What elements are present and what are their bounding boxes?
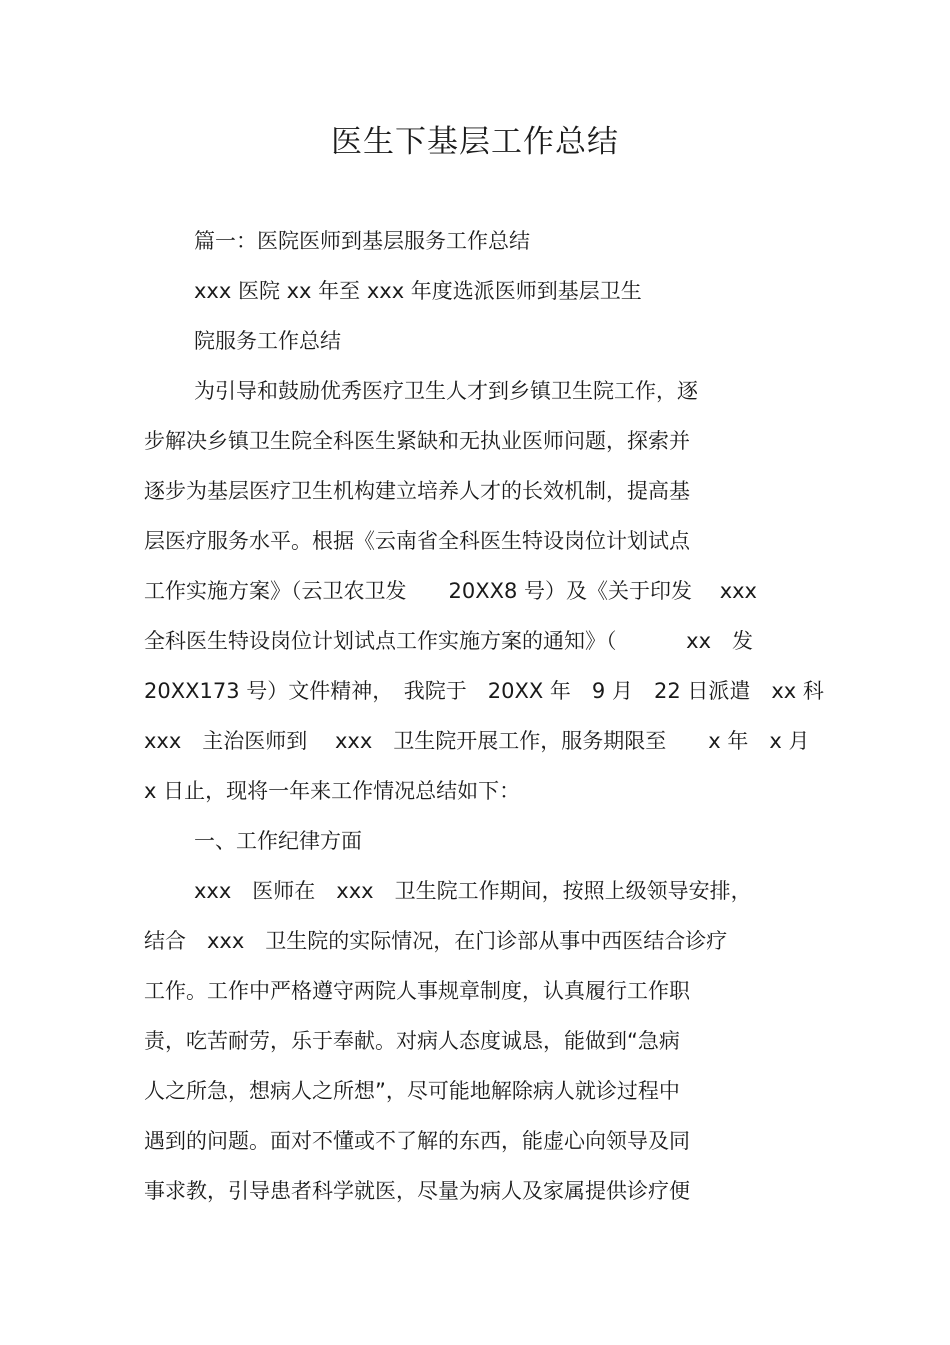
text-line: 院服务工作总结 [194, 329, 341, 353]
text-line: 层医疗服务水平。根据《云南省全科医生特设岗位计划试点 [144, 529, 690, 553]
section-heading: 篇一：医院医师到基层服务工作总结 [194, 229, 530, 253]
text-line: 逐步为基层医疗卫生机构建立培养人才的长效机制，提高基 [144, 479, 690, 503]
text-line: xxx 医师在 xxx 卫生院工作期间，按照上级领导安排， [194, 879, 752, 903]
text-line: 事求教，引导患者科学就医，尽量为病人及家属提供诊疗便 [144, 1179, 690, 1203]
text-line: 步解决乡镇卫生院全科医生紧缺和无执业医师问题，探索并 [144, 429, 690, 453]
text-line: 责，吃苦耐劳，乐于奉献。对病人态度诚恳，能做到“急病 [144, 1029, 680, 1053]
text-line: 遇到的问题。面对不懂或不了解的东西，能虚心向领导及同 [144, 1129, 690, 1153]
text-line: x 日止，现将一年来工作情况总结如下： [144, 779, 521, 803]
text-line: xxx 主治医师到 xxx 卫生院开展工作，服务期限至 x 年 x 月 [144, 729, 810, 753]
text-line: 工作。工作中严格遵守两院人事规章制度，认真履行工作职 [144, 979, 690, 1003]
text-line: xxx 医院 xx 年至 xxx 年度选派医师到基层卫生 [194, 279, 642, 303]
document-title: 医生下基层工作总结 [331, 124, 619, 160]
text-line: 全科医生特设岗位计划试点工作实施方案的通知》（ xx 发 [144, 629, 754, 653]
section-heading: 一、工作纪律方面 [194, 829, 362, 853]
text-line: 结合 xxx 卫生院的实际情况，在门诊部从事中西医结合诊疗 [144, 929, 728, 953]
text-line: 为引导和鼓励优秀医疗卫生人才到乡镇卫生院工作，逐 [194, 379, 698, 403]
text-line: 20XX173 号）文件精神， 我院于 20XX 年 9 月 22 日派遣 xx 科 [144, 679, 824, 703]
text-line: 工作实施方案》（云卫农卫发 20XX8 号）及《关于印发 xxx [144, 579, 757, 603]
text-line: 人之所急，想病人之所想”，尽可能地解除病人就诊过程中 [144, 1079, 680, 1103]
